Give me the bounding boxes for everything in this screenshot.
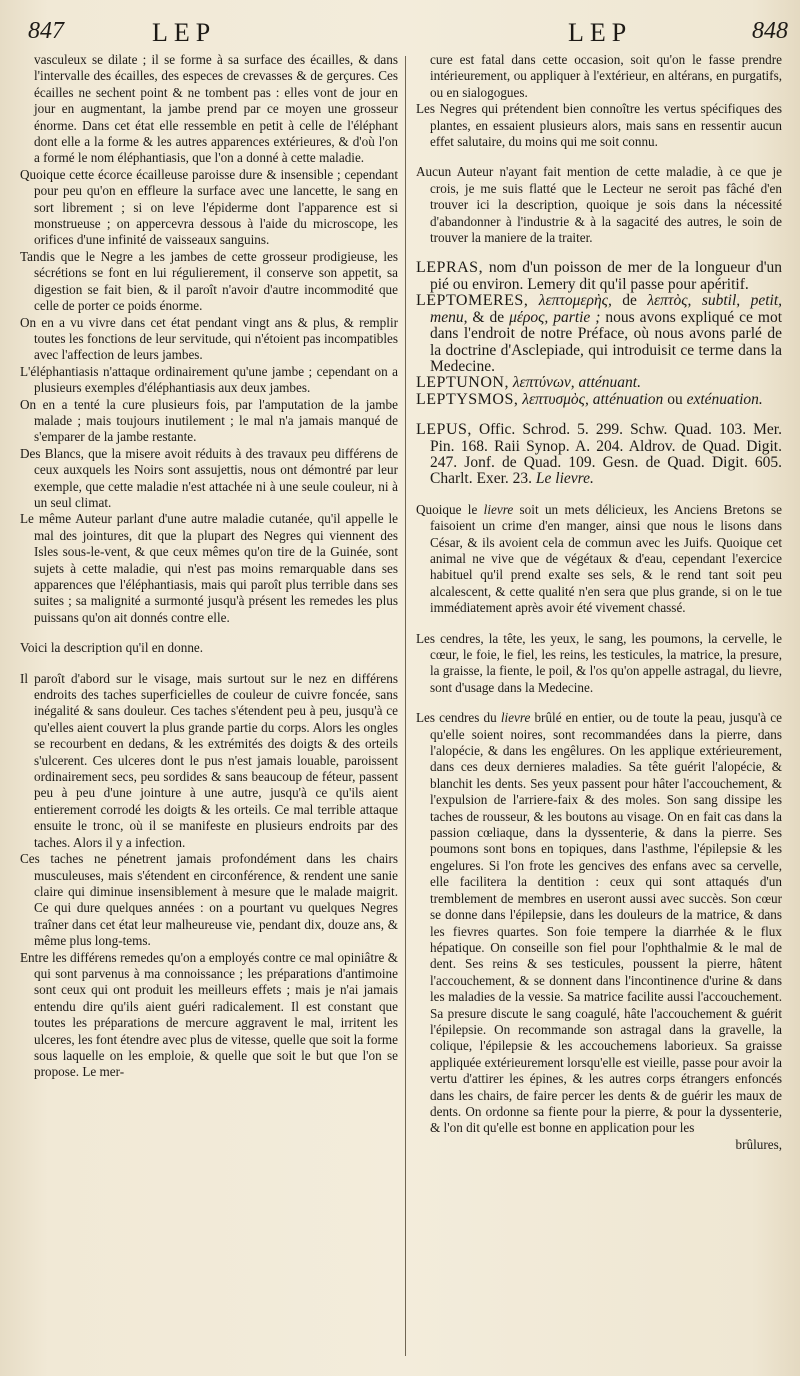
text-run: soit un mets délicieux, les Anciens Bretons se faisoient un crime d'en manger, ainsi que nous le lisons dans César, & ils avoient cela de commun avec les Juifs. Quoique cet animal ne vive que de végétaux & d'eau, cependant l'exercice habituel qu'il prend exalte ses sels, & le rend tant soit peu alcalescent, & cette qualité n'en sera que plus grande, si on le tue immédiatement après avoir été vivement chassé. <box>430 501 782 616</box>
greek-word: λεπτομερὴς, <box>528 292 612 310</box>
paragraph: Des Blancs, que la misere avoit réduits à des travaux peu différens de ceux auxquels les Noirs sont assujettis, nous ont démontré par leur exemple, que cette maladie n'est attachée ni à une seule couleur, ni à un seul climat. <box>20 445 398 510</box>
paragraph: Ces taches ne pénetrent jamais profondément dans les chairs musculeuses, mais s'étendent en circonférence, & rendent une sanie claire qui diminue insensiblement à mesure que le malade maigrit. Ce qui dure quelques années : on a pourtant vu quelques Negres traîner dans cet état leur malheureuse vie, pendant dix, douze ans, & même plus long-tems. <box>20 851 398 949</box>
paragraph: Aucun Auteur n'ayant fait mention de cette maladie, à ce que je crois, je me suis flatté que le Lecteur ne seroit pas fâché d'en trouver ici la description, quoique je sois dans la nécessité d'abandonner à l'industrie & à la sagacité des autres, le soin de trouver la maniere de la traiter. <box>416 164 782 246</box>
gloss: subtil, petit, menu, <box>430 292 782 326</box>
headword: LEPTUNON, <box>416 374 509 392</box>
text-run-italic: lievre <box>500 710 531 726</box>
entry-lepras <box>416 260 782 293</box>
text-run: Les cendres du <box>416 710 501 726</box>
headword: LEPUS, <box>416 421 472 439</box>
paragraph: Tandis que le Negre a les jambes de cette grosseur prodigieuse, les sécrétions se font en lui régulierement, il conserve son appetit, sa digestion se fait bien, & il paroît n'avoir d'autre incommodité que celle de porter ce poids énorme. <box>20 248 398 314</box>
text-run: Quoique le <box>416 501 484 517</box>
headword: LEPTYSMOS, <box>416 390 519 408</box>
entry-leptomeres <box>416 293 782 375</box>
gloss: partie ; <box>548 308 601 326</box>
paragraph: Le même Auteur parlant d'une autre maladie cutanée, qu'il appelle le mal des jointures, dit que la plupart des Negres qui viennent des Isles sous-le-vent, & que ceux mêmes qu'on tire de la Guinée, sont sujets à cette maladie, qui n'est pas moins remarquable dans ses apparences que l'éléphantiasis, mais qui paroît plus terrible dans ses suites ; sa malignité a surmonté jusqu'à présent les remedes les plus puissans qu'on ait donnés contre elle. <box>20 511 398 625</box>
page-header <box>0 14 800 50</box>
greek-word: μέρος, <box>509 308 549 326</box>
entry-leptunon <box>416 375 782 391</box>
paragraph: Entre les différens remedes qu'on a employés contre ce mal opiniâtre & qui sont parvenus à ma connoissance ; les préparations d'antimoine sont ceux qui ont produit les meilleurs effets ; mais je n'ai jamais entendu dire qu'ils aient guéri radicalement. Il est constant que toutes les préparations de mercure aggravent le mal, irritent les ulceres, les font étendre avec plus de vitesse, quelle que soit la forme sous laquelle on les emploie, & quelle que soit le but que l'on se propose. Le mer- <box>20 949 398 1080</box>
gloss: exténuation. <box>686 390 763 408</box>
paragraph: Les cendres, la tête, les yeux, le sang, les poumons, la cervelle, le cœur, le foie, le fiel, les reins, les testicules, la matrice, la presure, la graisse, la fiente, le poil, & l'os qu'on appelle astragal, du lievre, sont d'usage dans la Medecine. <box>416 630 782 695</box>
paragraph <box>416 710 782 1137</box>
entry-lepus <box>416 422 782 488</box>
text-run-italic: lievre <box>483 501 514 517</box>
left-running-head: LEP <box>152 18 217 47</box>
paragraph: Voici la description qu'il en donne. <box>20 640 204 656</box>
entry-leptysmos <box>416 392 782 408</box>
paragraph: cure est fatal dans cette occasion, soit qu'on le fasse prendre intérieurement, ou appliquer à l'extérieur, en altérans, en purgatifs, ou en sialogogues. <box>430 52 782 100</box>
catchword: brûlures, <box>735 1136 782 1152</box>
paragraph: Il paroît d'abord sur le visage, mais surtout sur le nez en différens endroits des taches superficielles de couleur de cuivre foncée, sans inégalité & sans douleur. Ces taches s'étendent peu à peu, jusqu'à ce qu'elles aient couvert la plus grande partie du corps. Alors les ongles se recourbent en dedans, & les extrémités des doigts & des orteils s'ulcerent. Ces ulceres dont le pus n'est jamais louable, paroissent ordinairement secs, peu sordides & sans beaucoup de féteur, passent peu à peu d'une jointure à une autre, jusqu'à ce qu'ils aient entierement corrodé les doigts & les orteils. Ce mal terrible attaque ensuite le tronc, où il se manifeste en plusieurs endroits par des taches. Alors il y a infection. <box>20 670 398 850</box>
right-column <box>416 52 782 1153</box>
paragraph: vasculeux se dilate ; il se forme à sa surface des écailles, & dans l'intervalle des écailles, des especes de crevasses & de gerçures. Ces écailles ne sechent point & ne tombent pas : elles vont de jour en jour en augmentant, la jambe prend par ce moyen une grosseur énorme. Dans cet état elle ressemble en petit à celle de l'éléphant dont elle a la forme & les autres apparences extérieures, & d'où l'on a formé le nom éléphantiasis, que l'on a donné à cette maladie. <box>34 52 398 166</box>
gloss: Le lievre. <box>532 470 594 488</box>
right-page-number: 848 <box>752 18 788 44</box>
paragraph: Les Negres qui prétendent bien connoître les vertus spécifiques des plantes, en essaient plusieurs alors, mais sans en ressentir aucun effet salutaire, du moins qui me soit connu. <box>416 101 782 150</box>
entry-text: nom d'un poisson de mer de la longueur d'un pié ou environ. Lemery dit qu'il passe pour apéritif. <box>430 259 782 293</box>
text-run: brûlé en entier, ou de toute la peau, jusqu'à ce qu'elle soient noires, sont recommandées dans la pierre, dans l'alopécie, & dans les engêlures. On les applique extérieurement, dans ces deux dernieres maladies. Sa tête guérit l'alopécie, & blanchit les dents. Ses yeux passent pour hâter l'accouchement, & l'expulsion de l'arriere-faix & des moles. Son sang dissipe les taches de rousseur, & les boutons au visage. On en fait cas dans la passion cœliaque, dans la dyssenterie, & dans la pierre. Ses poumons sont bons en topiques, dans l'asthme, l'épilepsie & les engelures. Si l'on frote les gencives des enfans avec sa cervelle, elle facilitera la dentition : ceux qui sont attaqués d'un tremblement de membres en useront aussi avec succès. Son cœur se donne dans l'épilepsie, dans les douleurs de la matrice, & dans les fievres quartes. Son foie tempere la diarrhée & le flux hépatique. On conseille son fiel pour l'ophthalmie & le mal de dent. Ses reins & ses testicules, poussent la pierre, hâtent l'accouchement, & se donnent dans l'incontinence d'urine & dans les maladies de la vessie. Sa matrice facilite aussi l'accouchement. Sa presure discute le sang coagulé, hâte l'accouchement & guérit l'épilepsie. On recommande son astragal dans la gravelle, la colique, l'épilepsie & les accouchemens laborieux. Sa graisse appliquée extérieurement lorsqu'elle est vieille, passe pour avoir la vertu d'attirer les épines, & les autres corps étrangers enfoncés dans les chairs, de faire percer les dents & de guérir les maux de dents. On ordonne sa fiente pour la pierre, & pour la dyssenterie, & l'on dit qu'elle est bonne en application pour les <box>430 710 782 1136</box>
paragraph: On en a tenté la cure plusieurs fois, par l'amputation de la jambe malade ; mais toujours inutilement ; le mal n'a jamais manqué de s'emparer de la jambe restante. <box>20 396 398 445</box>
paragraph <box>416 502 782 617</box>
left-page-number: 847 <box>28 18 64 44</box>
entry-text: & de <box>467 308 510 326</box>
paragraph: Quoique cette écorce écailleuse paroisse dure & insensible ; cependant pour peu qu'on en effleure la surface avec une lancette, le sang en sort librement ; si on leve l'épiderme dont l'apparence est si monstrueuse ; on appercevra dessous à l'aide du microscope, les orifices d'une infinité de vaisseaux sanguins. <box>20 166 398 248</box>
paragraph: L'éléphantiasis n'attaque ordinairement qu'une jambe ; cependant on a plusieurs exemples d'éléphantiasis aux deux jambes. <box>20 363 398 396</box>
greek-word: λεπτὸς, <box>647 292 692 310</box>
entry-text: ou <box>663 390 687 408</box>
gloss: atténuant. <box>574 374 641 392</box>
entry-text: Offic. Schrod. 5. 299. Schw. Quad. 103. Mer. Pin. 168. Raii Synop. A. 204. Aldrov. de Quad. Digit. 247. Jonf. de Quad. 109. Gesn. de Quad. Digit. 605. Charlt. Exer. 23. <box>430 421 782 488</box>
right-running-head: LEP <box>568 18 633 47</box>
left-column <box>20 52 398 1081</box>
greek-word: λεπτυσμὸς, <box>518 390 589 408</box>
paragraph: On en a vu vivre dans cet état pendant vingt ans & plus, & remplir toutes les fonctions de leur servitude, qui n'étoient pas incompatibles avec l'affection de leurs jambes. <box>20 314 398 363</box>
headword: LEPRAS, <box>416 259 484 277</box>
greek-word: λεπτύνων, <box>508 374 575 392</box>
entry-text: nous avons expliqué ce mot dans l'endroit de notre Préface, où nous avons parlé de la doctrine d'Asclepiade, qui introduisit ce terme dans la Medecine. <box>430 308 783 375</box>
gloss: atténuation <box>588 390 664 408</box>
column-divider <box>405 56 406 1356</box>
entry-text: de <box>611 292 648 310</box>
headword: LEPTOMERES, <box>416 292 529 310</box>
